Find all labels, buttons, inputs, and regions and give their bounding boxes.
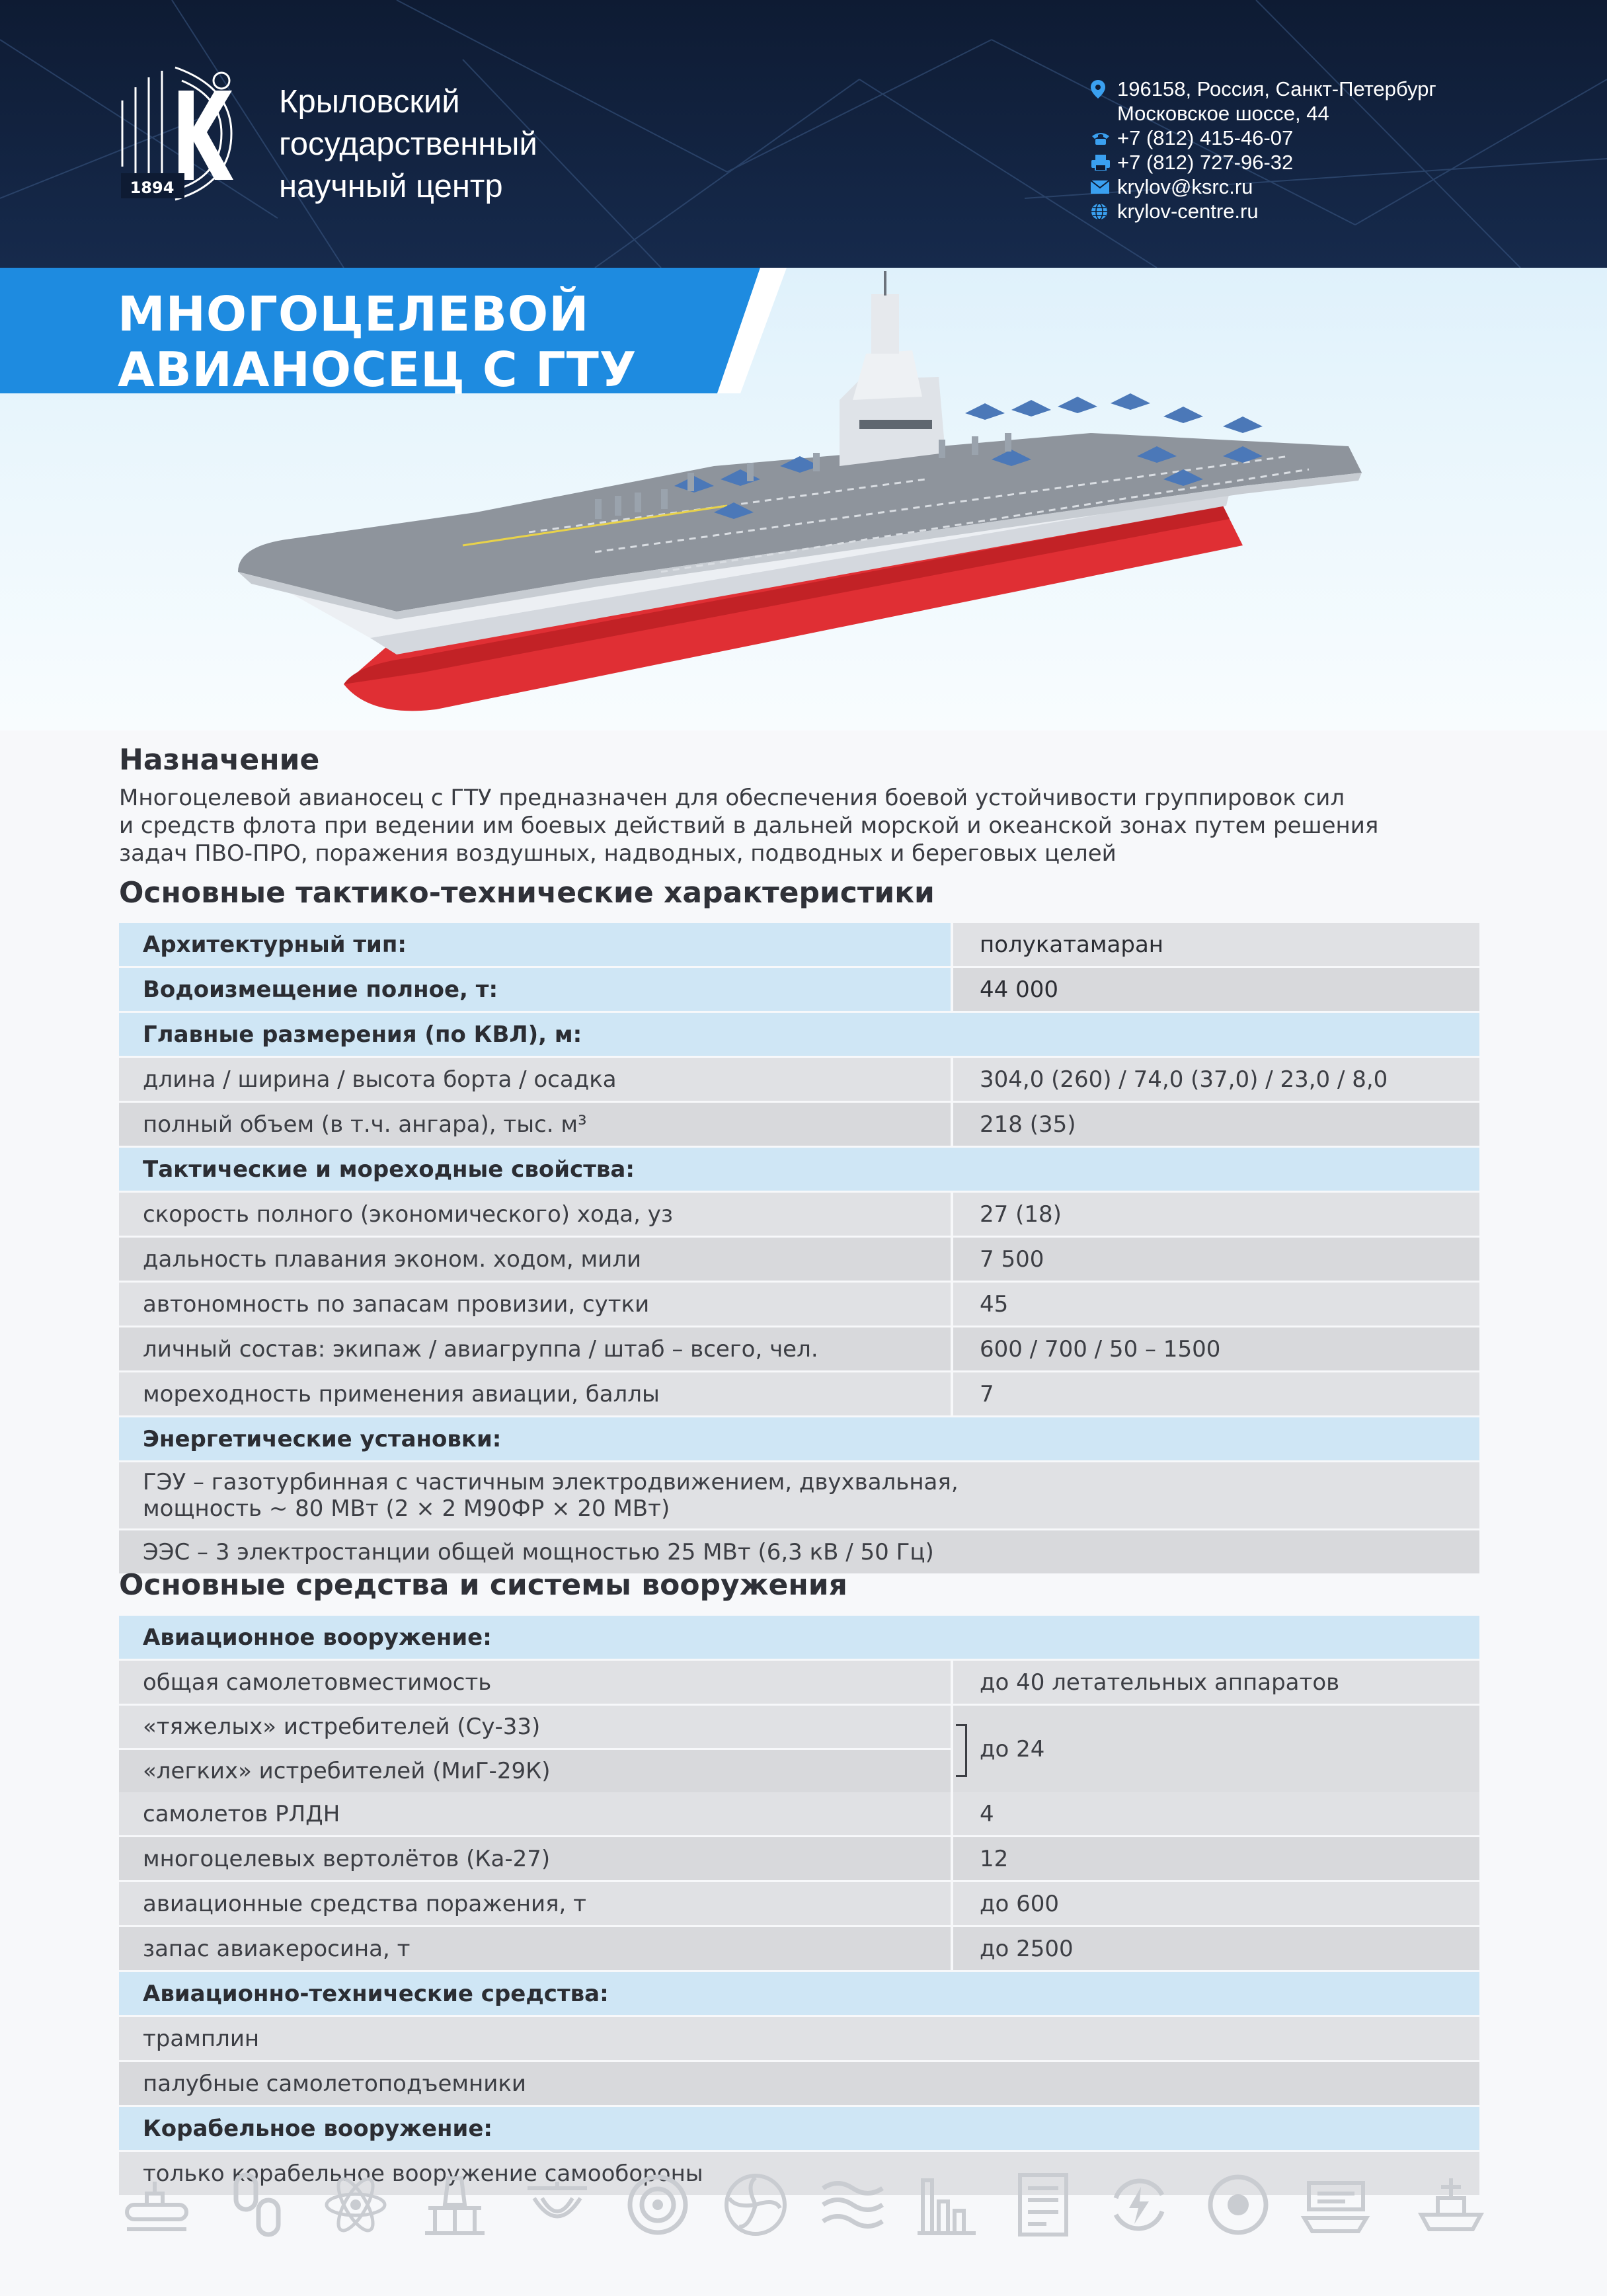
spec-label: общая самолетовместимость [119,1661,953,1704]
spec-label: самолетов РЛДН [119,1792,953,1835]
section-header [119,1616,1479,1659]
org-name-line: государственный [279,126,537,162]
spec-label: Водоизмещение полное, т: [119,968,953,1011]
table-row [119,1835,1479,1880]
spec-label: «тяжелых» истребителей (Су-33) [119,1706,951,1748]
bracket-decoration [956,1724,967,1777]
spec-value: 4 [953,1792,1479,1835]
location-pin-icon [1091,79,1117,99]
address-row [1091,77,1436,101]
spec-value: до 600 [953,1882,1479,1925]
spec-label: мореходность применения авиации, баллы [119,1372,953,1415]
spec-label: скорость полного (экономического) хода, уз [119,1193,953,1236]
spec-value: 12 [953,1837,1479,1880]
spec-value: 600 / 700 / 50 – 1500 [953,1327,1479,1370]
power-electric-description: ЭЭС – 3 электростанции общей мощностью 25 МВт (6,3 кВ / 50 Гц) [119,1530,1479,1573]
email-link[interactable]: krylov@ksrc.ru [1117,175,1253,198]
fax-icon [1091,153,1117,173]
document-icon [1007,2168,1079,2241]
table-row [119,1326,1479,1370]
waves-icon [816,2168,889,2241]
organization-name [279,81,537,208]
table-row [119,1370,1479,1415]
org-name-line: Крыловский [279,84,460,120]
table-row [119,923,1479,966]
website-link[interactable]: krylov-centre.ru [1117,200,1259,223]
section-title: Авиационно-технические средства: [119,1972,1479,2015]
propeller-icon [719,2168,792,2241]
spec-label: Архитектурный тип: [119,923,953,966]
section-header [119,1970,1479,2015]
fighters-value-cell [953,1706,1479,1792]
armament-table [119,1616,1479,2195]
table-row [119,1236,1479,1281]
submarine-icon [120,2168,193,2241]
spec-value: 45 [953,1283,1479,1326]
address-row-2 [1091,101,1436,126]
section-header [119,2105,1479,2150]
table-row [119,1792,1479,1835]
table-row [119,966,1479,1011]
spec-label: полный объем (в т.ч. ангара), тыс. м³ [119,1103,953,1146]
spec-value: полукатамаран [953,923,1479,966]
title-line: АВИАНОСЕЦ С ГТУ [118,342,637,397]
fighters-labels [119,1706,953,1792]
fax-number[interactable]: +7 (812) 727-96-32 [1117,151,1294,174]
table-row [119,1191,1479,1236]
spec-value: 7 500 [953,1238,1479,1281]
power-main-line: ГЭУ – газотурбинная с частичным электродвижением, двухвальная, [143,1469,959,1495]
spec-label: запас авиакеросина, т [119,1927,953,1970]
spec-label: авиационные средства поражения, т [119,1882,953,1925]
fax-row [1091,150,1436,175]
chart-bars-icon [910,2168,982,2241]
armament-heading: Основные средства и системы вооружения [119,1568,847,1602]
purpose-heading: Назначение [119,743,320,777]
address-line-1: 196158, Россия, Санкт-Петербург [1117,77,1436,100]
table-row [119,2015,1479,2060]
fighters-group [119,1704,1479,1792]
specs-heading: Основные тактико-технические характеристики [119,876,935,910]
spec-label: личный состав: экипаж / авиагруппа / штаб – всего, чел. [119,1327,953,1370]
krylov-logo [116,61,248,205]
chain-icon [221,2168,294,2241]
spec-label: дальность плавания эконом. ходом, мили [119,1238,953,1281]
spec-label: трамплин [119,2017,1479,2060]
spec-value: 7 [953,1372,1479,1415]
section-title: Авиационное вооружение: [119,1616,1479,1659]
phone-row [1091,126,1436,150]
spec-label: палубные самолетоподъемники [119,2062,1479,2105]
section-title: Энергетические установки: [119,1417,1479,1460]
logo-year: 1894 [130,178,175,197]
purpose-line: задач ПВО-ПРО, поражения воздушных, надводных, подводных и береговых целей [119,840,1117,867]
energy-cycle-icon [1103,2168,1175,2241]
table-row [119,2060,1479,2105]
footer-icon-strip [0,2168,1607,2268]
spec-value: 304,0 (260) / 74,0 (37,0) / 23,0 / 8,0 [953,1058,1479,1101]
power-main-line: мощность ~ 80 МВт (2 × 2 М90ФР × 20 МВт) [143,1495,670,1522]
spec-value: 218 (35) [953,1103,1479,1146]
spec-label: многоцелевых вертолётов (Ка-27) [119,1837,953,1880]
spec-value: до 40 летательных аппаратов [953,1661,1479,1704]
table-row [119,1528,1479,1573]
purpose-paragraph [119,784,1441,867]
envelope-icon [1091,177,1117,197]
section-title: Главные размерения (по КВЛ), м: [119,1013,1479,1056]
specs-table [119,923,1479,1573]
vessel-profile-icon [1299,2168,1372,2241]
spec-label: «легких» истребителей (МиГ-29К) [119,1748,951,1792]
table-row [119,1056,1479,1101]
section-header [119,1011,1479,1056]
spec-value: до 24 [980,1735,1045,1762]
table-row [119,1460,1479,1528]
section-header [119,1146,1479,1191]
email-row [1091,175,1436,199]
power-main-description [119,1462,1479,1528]
address-line-2: Московское шоссе, 44 [1117,102,1329,125]
sonar-icon [1202,2168,1274,2241]
table-row [119,1101,1479,1146]
globe-icon [1091,202,1117,221]
purpose-line: и средств флота при ведении им боевых действий в дальней морской и океанской зонах путем решения [119,812,1379,839]
atom-icon [319,2168,392,2241]
website-row [1091,199,1436,223]
table-row [119,1880,1479,1925]
section-title: Тактические и мореходные свойства: [119,1148,1479,1191]
phone-number[interactable]: +7 (812) 415-46-07 [1117,126,1294,149]
spec-value: до 2500 [953,1927,1479,1970]
spec-value: 27 (18) [953,1193,1479,1236]
table-row [119,1659,1479,1704]
ship-icon [1415,2168,1487,2241]
title-line: МНОГОЦЕЛЕВОЙ [118,286,590,342]
table-row [119,1925,1479,1970]
spec-label: длина / ширина / высота борта / осадка [119,1058,953,1101]
section-title: Корабельное вооружение: [119,2107,1479,2150]
spec-label: автономность по запасам провизии, сутки [119,1283,953,1326]
org-name-line: научный центр [279,169,503,204]
purpose-line: Многоцелевой авианосец с ГТУ предназначен для обеспечения боевой устойчивости группировок сил [119,785,1345,811]
page-title [118,286,637,397]
target-icon [621,2168,694,2241]
contacts-block [1091,77,1436,223]
spec-value: 44 000 [953,968,1479,1011]
phone-icon [1091,128,1117,148]
table-row [119,1281,1479,1326]
shipyard-icon [521,2168,594,2241]
hero-section [0,268,1607,731]
header [0,0,1607,268]
section-header [119,1415,1479,1460]
spec-label: только корабельное вооружение самообороны [119,2152,1479,2195]
oil-platform-icon [418,2168,491,2241]
